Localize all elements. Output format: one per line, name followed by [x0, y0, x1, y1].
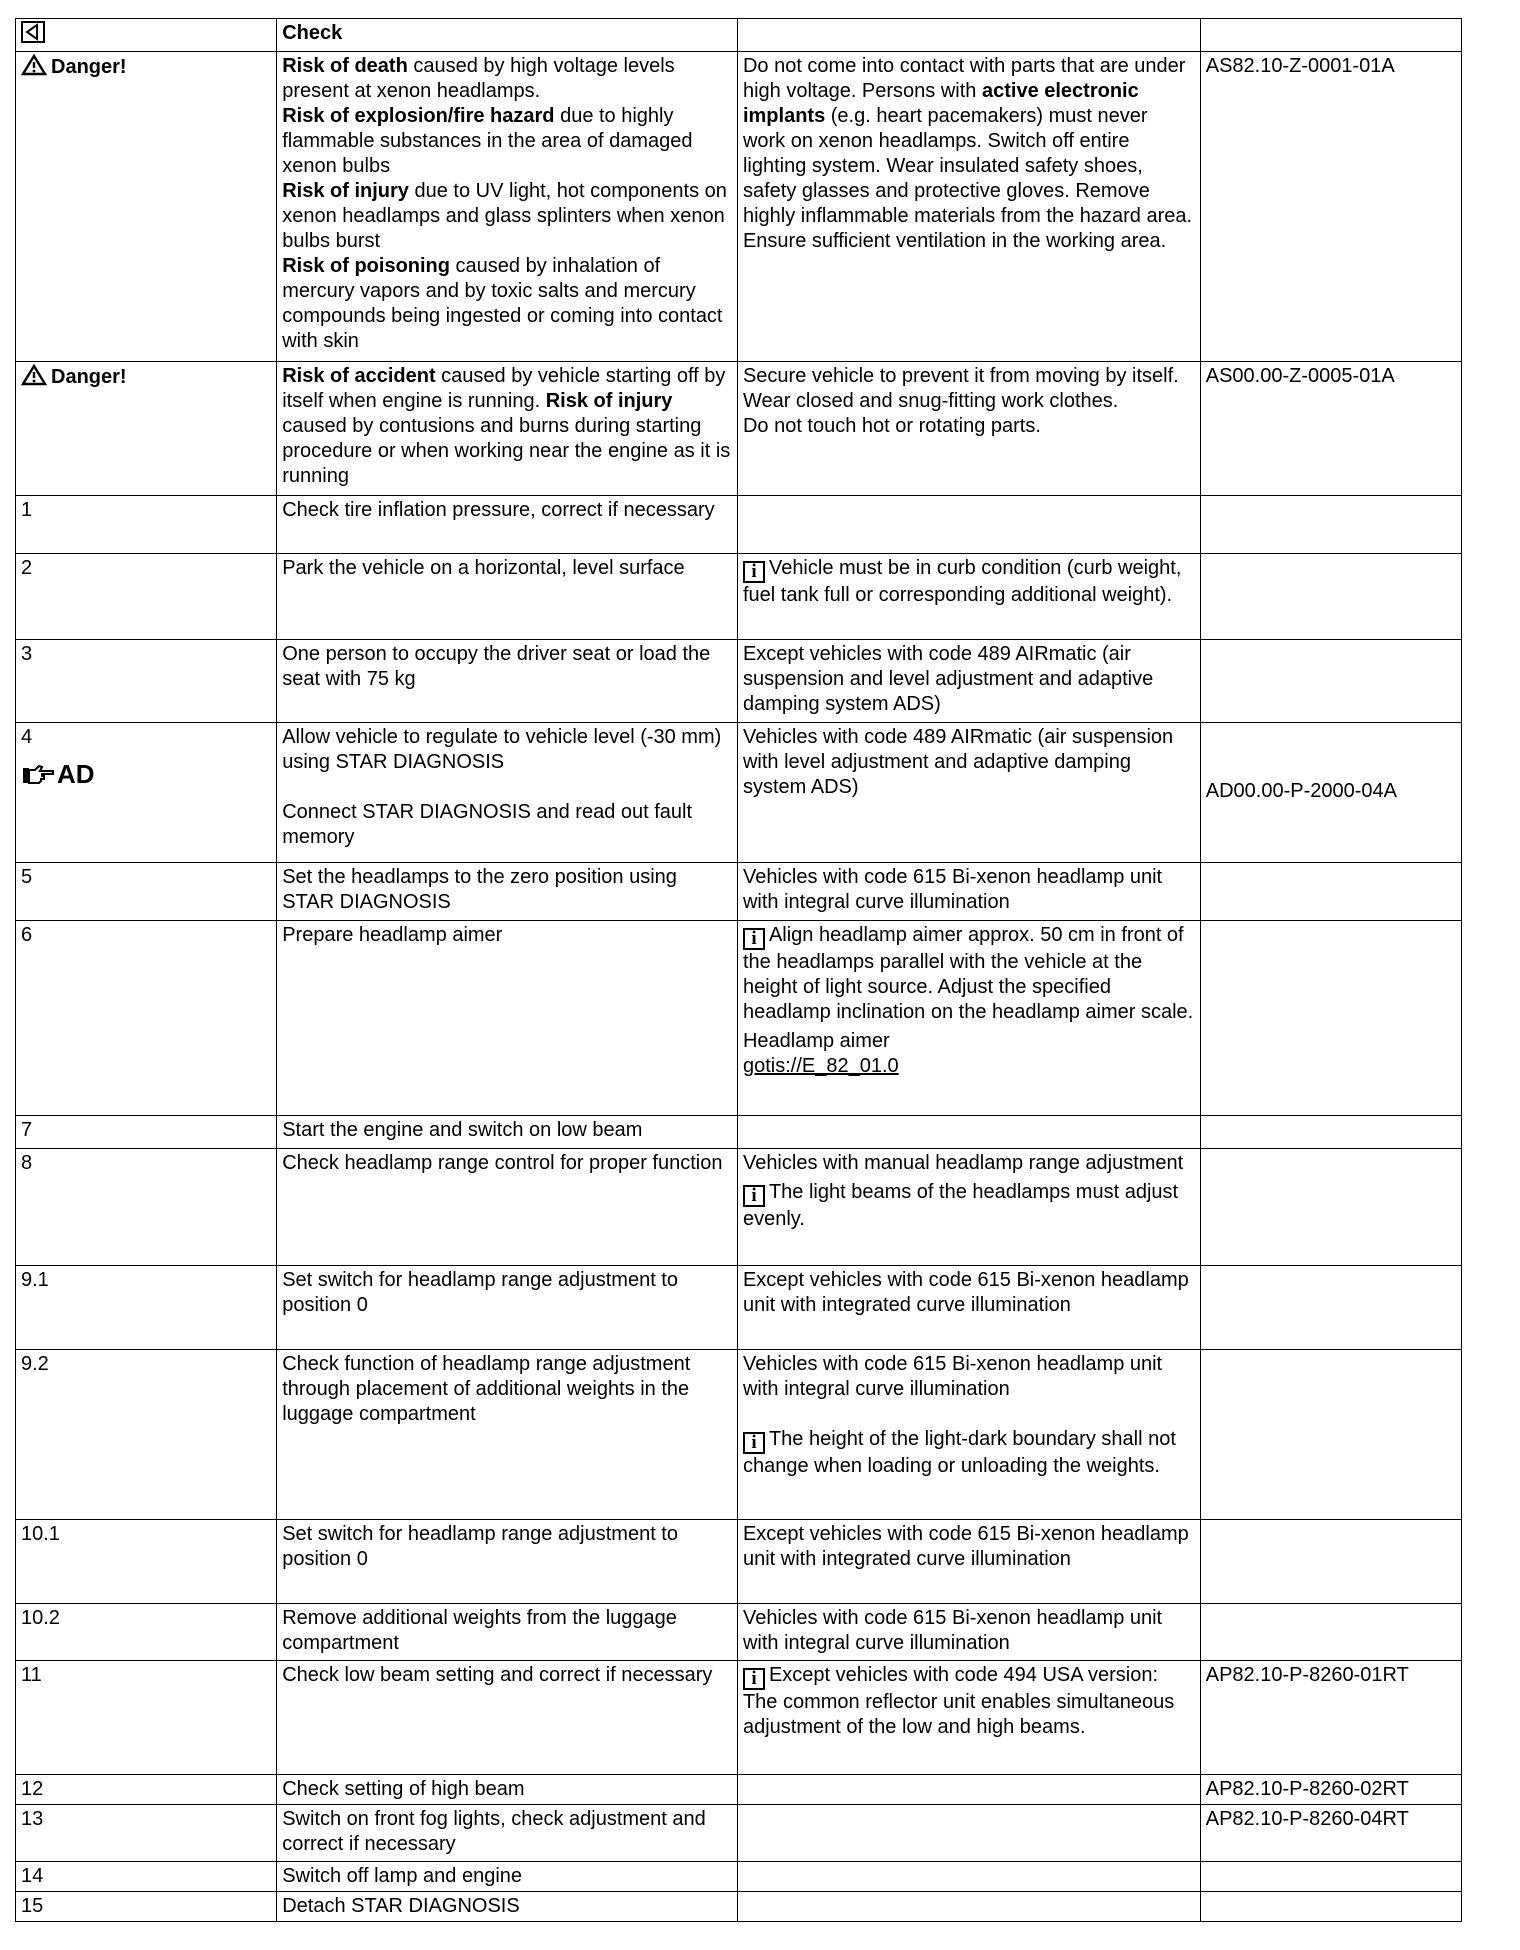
- step-note: Vehicles with code 489 AIRmatic (air suspension with level adjustment and adaptive damping system ADS): [737, 723, 1200, 863]
- step-note-cell: [737, 921, 1200, 1116]
- step-row: [16, 1266, 1462, 1350]
- step-row: [16, 1775, 1462, 1805]
- danger-note-text: (e.g. heart pacemakers) must never work on xenon headlamps. Switch off entire lighting system. Wear insulated safety shoes, safety glasses and protective gloves. Remove highly inflammable materials from the hazard area. Ensure sufficient ventilation in the working area.: [742, 105, 1193, 252]
- step-row: [16, 1116, 1462, 1149]
- danger-row: [16, 362, 1462, 496]
- spacer: [1206, 725, 1456, 750]
- step-check: Check setting of high beam: [277, 1775, 738, 1805]
- risk-title: Risk of death: [282, 55, 408, 77]
- step-number: 4: [21, 726, 33, 748]
- step-note: Vehicles with code 615 Bi-xenon headlamp unit with integral curve illumination: [737, 863, 1200, 921]
- danger-check-cell: [277, 362, 738, 496]
- risk-title: Risk of explosion/fire hazard: [282, 105, 555, 127]
- step-row: [16, 1805, 1462, 1862]
- step-number: 10.1: [16, 1520, 277, 1604]
- step-check: Prepare headlamp aimer: [277, 921, 738, 1116]
- step-note: Align headlamp aimer approx. 50 cm in front of the headlamps parallel with the vehicle at the height of light source. Adjust the specified headlamp inclination on the headlamp aimer scale.: [742, 924, 1194, 1023]
- step-row: [16, 1661, 1462, 1775]
- risk-title: Risk of accident: [282, 365, 436, 387]
- step-note: Vehicle must be in curb condition (curb weight, fuel tank full or corresponding additional weight).: [742, 557, 1182, 606]
- risk-text: due to UV light, hot components on xenon headlamps and glass splinters when xenon bulbs burst: [282, 180, 727, 252]
- step-number: 7: [16, 1116, 277, 1149]
- step-check: Connect STAR DIAGNOSIS and read out fault memory: [282, 801, 693, 848]
- step-ref: [1200, 1520, 1461, 1604]
- step-ref-link[interactable]: AP82.10-P-8260-02RT: [1200, 1775, 1461, 1805]
- step-check: Set switch for headlamp range adjustment to position 0: [277, 1520, 738, 1604]
- danger-note-text: Do not come into contact with parts that are under high voltage. Persons with: [742, 55, 1186, 102]
- danger-check-cell: [277, 52, 738, 362]
- step-ref-link[interactable]: AD00.00-P-2000-04A: [1205, 780, 1397, 802]
- step-row: [16, 554, 1462, 640]
- step-note: Vehicles with code 615 Bi-xenon headlamp unit with integral curve illumination: [737, 1604, 1200, 1661]
- step-ref: [1200, 640, 1461, 723]
- step-note-cell: [737, 1149, 1200, 1266]
- step-number: 15: [16, 1892, 277, 1922]
- step-number: 9.2: [16, 1350, 277, 1520]
- spacer: [743, 1176, 1195, 1180]
- spacer: [1206, 775, 1456, 779]
- risk-text: due to highly flammable substances in the area of damaged xenon bulbs: [282, 105, 693, 177]
- step-row: [16, 1350, 1462, 1520]
- step-row: [16, 1892, 1462, 1922]
- step-number: 14: [16, 1862, 277, 1892]
- step-number: 6: [16, 921, 277, 1116]
- step-row: [16, 1862, 1462, 1892]
- step-note: Headlamp aimer: [742, 1030, 890, 1052]
- spacer: [282, 775, 732, 800]
- step-note: [737, 1116, 1200, 1149]
- step-note: [737, 1892, 1200, 1922]
- step-note-cell: [737, 554, 1200, 640]
- step-check-cell: [277, 723, 738, 863]
- warning-triangle-icon: [21, 54, 47, 83]
- pointing-hand-icon: [21, 763, 55, 791]
- procedure-table: [15, 18, 1462, 1922]
- ad-label: AD: [57, 759, 95, 789]
- header-check: Check: [277, 19, 738, 52]
- step-check: Detach STAR DIAGNOSIS: [277, 1892, 738, 1922]
- danger-note-cell: [737, 52, 1200, 362]
- step-check: Park the vehicle on a horizontal, level surface: [277, 554, 738, 640]
- step-check: One person to occupy the driver seat or load the seat with 75 kg: [277, 640, 738, 723]
- step-note: Vehicles with code 615 Bi-xenon headlamp unit with integral curve illumination: [742, 1353, 1163, 1400]
- headlamp-aimer-link[interactable]: gotis://E_82_01.0: [742, 1055, 899, 1077]
- step-row: [16, 863, 1462, 921]
- step-note-cell: [737, 1350, 1200, 1520]
- header-row: [16, 19, 1462, 52]
- step-row: [16, 496, 1462, 554]
- danger-ref-link[interactable]: AS82.10-Z-0001-01A: [1200, 52, 1461, 362]
- step-number: 9.1: [16, 1266, 277, 1350]
- step-row: [16, 723, 1462, 863]
- step-ref: [1200, 1604, 1461, 1661]
- step-note: The height of the light-dark boundary shall not change when loading or unloading the weights.: [742, 1428, 1176, 1477]
- danger-note-cell: [737, 362, 1200, 496]
- step-note: The light beams of the headlamps must adjust evenly.: [742, 1181, 1179, 1230]
- danger-note-line: Secure vehicle to prevent it from moving by itself.: [742, 365, 1179, 387]
- step-check: Check tire inflation pressure, correct if necessary: [277, 496, 738, 554]
- step-number: 2: [16, 554, 277, 640]
- header-back-cell[interactable]: [16, 19, 277, 52]
- ad-reference[interactable]: [21, 759, 271, 791]
- step-check: Set switch for headlamp range adjustment to position 0: [277, 1266, 738, 1350]
- danger-label: Danger!: [51, 56, 127, 78]
- step-ref-link[interactable]: AP82.10-P-8260-01RT: [1200, 1661, 1461, 1775]
- risk-text: caused by contusions and burns during starting procedure or when working near the engine as it is running: [282, 415, 731, 487]
- step-note-cell: [737, 1661, 1200, 1775]
- step-number: 11: [16, 1661, 277, 1775]
- step-row: [16, 1604, 1462, 1661]
- step-check: Set the headlamps to the zero position using STAR DIAGNOSIS: [277, 863, 738, 921]
- danger-label-cell: [16, 52, 277, 362]
- step-number: 1: [16, 496, 277, 554]
- warning-triangle-icon: [21, 364, 47, 393]
- step-ref: [1200, 1116, 1461, 1149]
- step-row: [16, 921, 1462, 1116]
- spacer: [1206, 750, 1456, 775]
- step-row: [16, 640, 1462, 723]
- step-check: Remove additional weights from the luggage compartment: [277, 1604, 738, 1661]
- step-check: Check low beam setting and correct if necessary: [277, 1661, 738, 1775]
- step-ref-link[interactable]: AP82.10-P-8260-04RT: [1200, 1805, 1461, 1862]
- step-note: [737, 1775, 1200, 1805]
- risk-text: caused by high voltage levels present at xenon headlamps.: [282, 55, 675, 102]
- risk-title: Risk of poisoning: [282, 255, 450, 277]
- step-note: [737, 1862, 1200, 1892]
- step-note: [737, 496, 1200, 554]
- back-arrow-icon[interactable]: [21, 21, 45, 50]
- step-ref: [1200, 921, 1461, 1116]
- info-icon: i: [743, 928, 765, 950]
- risk-text: caused by vehicle starting off by itself when engine is running.: [282, 365, 726, 412]
- step-check: Switch off lamp and engine: [277, 1862, 738, 1892]
- info-icon: i: [743, 1432, 765, 1454]
- step-number: 5: [16, 863, 277, 921]
- step-note: Vehicles with manual headlamp range adjustment: [742, 1152, 1184, 1174]
- danger-note-bold: active electronic implants: [742, 80, 1139, 127]
- spacer: [743, 1025, 1195, 1029]
- step-note: Except vehicles with code 489 AIRmatic (air suspension and level adjustment and adaptive damping system ADS): [737, 640, 1200, 723]
- step-number: 12: [16, 1775, 277, 1805]
- info-icon: i: [743, 1668, 765, 1690]
- step-note: Except vehicles with code 494 USA version: The common reflector unit enables simultaneous adjustment of the low and high beams.: [742, 1664, 1175, 1738]
- step-row: [16, 1520, 1462, 1604]
- danger-row: [16, 52, 1462, 362]
- step-number: 10.2: [16, 1604, 277, 1661]
- info-icon: i: [743, 1185, 765, 1207]
- step-number: 13: [16, 1805, 277, 1862]
- step-ref: [1200, 863, 1461, 921]
- step-row: [16, 1149, 1462, 1266]
- step-ref: [1200, 554, 1461, 640]
- danger-note-line: Do not touch hot or rotating parts.: [742, 415, 1041, 437]
- step-check: Check function of headlamp range adjustment through placement of additional weights in the luggage compartment: [277, 1350, 738, 1520]
- step-ref: [1200, 1862, 1461, 1892]
- step-ref: [1200, 1149, 1461, 1266]
- step-note: [737, 1805, 1200, 1862]
- step-number-cell: [16, 723, 277, 863]
- risk-title: Risk of injury: [282, 180, 409, 202]
- step-ref: [1200, 1266, 1461, 1350]
- step-ref: [1200, 1892, 1461, 1922]
- step-number: 8: [16, 1149, 277, 1266]
- step-ref-cell: [1200, 723, 1461, 863]
- risk-text: caused by inhalation of mercury vapors and by toxic salts and mercury compounds being ingested or coming into contact with skin: [282, 255, 723, 352]
- spacer: [743, 1402, 1195, 1427]
- danger-label-cell: [16, 362, 277, 496]
- danger-note-line: Wear closed and snug-fitting work clothes.: [742, 390, 1119, 412]
- step-ref: [1200, 496, 1461, 554]
- header-col3: [737, 19, 1200, 52]
- step-note: Except vehicles with code 615 Bi-xenon headlamp unit with integrated curve illumination: [737, 1520, 1200, 1604]
- step-note: Except vehicles with code 615 Bi-xenon headlamp unit with integrated curve illumination: [737, 1266, 1200, 1350]
- step-ref: [1200, 1350, 1461, 1520]
- step-check: Allow vehicle to regulate to vehicle level (-30 mm) using STAR DIAGNOSIS: [282, 726, 722, 773]
- step-check: Start the engine and switch on low beam: [277, 1116, 738, 1149]
- danger-ref-link[interactable]: AS00.00-Z-0005-01A: [1200, 362, 1461, 496]
- step-number: 3: [16, 640, 277, 723]
- step-check: Check headlamp range control for proper function: [277, 1149, 738, 1266]
- danger-label: Danger!: [51, 366, 127, 388]
- step-check: Switch on front fog lights, check adjustment and correct if necessary: [277, 1805, 738, 1862]
- info-icon: i: [743, 561, 765, 583]
- header-col4: [1200, 19, 1461, 52]
- risk-title: Risk of injury: [545, 390, 673, 412]
